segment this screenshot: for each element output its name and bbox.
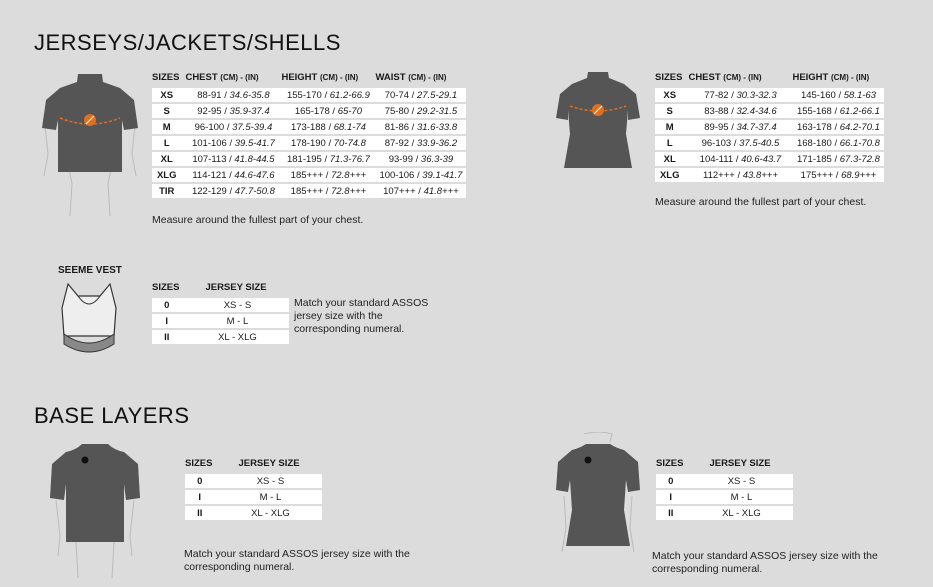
col-jersey-size: JERSEY SIZE — [238, 458, 300, 469]
col-sizes: SIZES — [185, 458, 213, 469]
jersey-size-cell: M - L — [185, 314, 289, 328]
height-cm: 155-168 — [796, 105, 832, 117]
height-in: 70-74.8 — [333, 137, 366, 149]
waist-cm: 100-106 — [379, 169, 415, 181]
col-height: HEIGHT (CM) - (IN) — [792, 72, 870, 83]
size-cell: M — [655, 120, 688, 134]
size-cell: S — [655, 104, 688, 118]
height-cell: 165-178 / 65-70 — [281, 104, 375, 118]
size-cell: M — [152, 120, 185, 134]
waist-in: 33.9-36.2 — [416, 137, 458, 149]
table-row — [152, 330, 289, 344]
jersey-size-cell: XS - S — [689, 474, 793, 488]
table-row — [656, 506, 793, 520]
women-base-layer-figure — [548, 432, 648, 582]
size-cell: I — [656, 490, 689, 504]
women-measure-note: Measure around the fullest part of your chest. — [655, 196, 867, 208]
chest-cm: 112+++ — [703, 169, 735, 181]
height-cell: 173-188 / 68.1-74 — [281, 120, 375, 134]
height-in: 58.1-63 — [843, 89, 876, 101]
table-row — [152, 314, 289, 328]
table-row — [152, 152, 466, 166]
chest-in: 35.9-37.4 — [229, 105, 270, 117]
seeme-vest-figure — [54, 278, 124, 356]
chest-cm: 89-95 — [704, 121, 729, 133]
table-row — [185, 474, 322, 488]
height-cell: 181-195 / 71.3-76.7 — [281, 152, 375, 166]
table-row — [152, 136, 466, 150]
chest-cell: 101-106 / 39.5-41.7 — [185, 136, 281, 150]
logo-icon — [585, 457, 592, 464]
height-cm: 145-160 — [800, 89, 836, 101]
chest-in: 47.7-50.8 — [234, 185, 275, 197]
size-cell: S — [152, 104, 185, 118]
size-cell: II — [152, 330, 185, 344]
size-cell: XS — [152, 88, 185, 102]
jersey-size-cell: XL - XLG — [185, 330, 289, 344]
chest-cm: 83-88 — [704, 105, 729, 117]
col-sizes: SIZES — [152, 72, 180, 83]
size-cell: 0 — [185, 474, 218, 488]
height-cell: 185+++ / 72.8+++ — [281, 168, 375, 182]
table-row — [185, 490, 322, 504]
height-cell: 185+++ / 72.8+++ — [281, 184, 375, 198]
men-measure-note: Measure around the fullest part of your chest. — [152, 214, 364, 226]
chest-cell: 92-95 / 35.9-37.4 — [185, 104, 281, 118]
chest-in: 34.7-37.4 — [736, 121, 777, 133]
size-cell: L — [655, 136, 688, 150]
table-row — [152, 88, 466, 102]
size-cell: 0 — [152, 298, 185, 312]
waist-cell: 81-86 / 31.6-33.8 — [375, 120, 466, 134]
women-jersey-size-table — [655, 70, 884, 184]
waist-cm: 93-99 — [388, 153, 413, 165]
height-cell: 163-178 / 64.2-70.1 — [792, 120, 884, 134]
vest-note: Match your standard ASSOS jersey size with the corresponding numeral. — [294, 297, 429, 335]
chest-cm: 122-129 — [191, 185, 227, 197]
chest-in: 43.8+++ — [742, 169, 778, 181]
size-cell: XLG — [152, 168, 185, 182]
chest-cm: 92-95 — [197, 105, 222, 117]
base-layers-section-title: BASE LAYERS — [34, 403, 190, 428]
size-cell: XL — [655, 152, 688, 166]
chest-in: 30.3-32.3 — [736, 89, 777, 101]
waist-cm: 70-74 — [384, 89, 410, 101]
chest-cell: 89-95 / 34.7-37.4 — [688, 120, 792, 134]
height-cell: 155-168 / 61.2-66.1 — [792, 104, 884, 118]
height-cell: 178-190 / 70-74.8 — [281, 136, 375, 150]
height-cm: 173-188 — [290, 121, 326, 133]
height-cm: 178-190 — [290, 137, 326, 149]
table-row — [152, 184, 466, 198]
size-cell: I — [152, 314, 185, 328]
height-cm: 171-185 — [796, 153, 832, 165]
waist-cell: 75-80 / 29.2-31.5 — [375, 104, 466, 118]
vest-size-table — [152, 280, 289, 346]
height-cm: 185+++ — [290, 169, 324, 181]
height-in: 65-70 — [337, 105, 362, 117]
height-in: 71.3-76.7 — [329, 153, 370, 165]
height-cm: 155-170 — [286, 89, 322, 101]
chest-cm: 77-82 — [704, 89, 729, 101]
jersey-size-cell: M - L — [218, 490, 322, 504]
chest-cell: 107-113 / 41.8-44.5 — [185, 152, 281, 166]
height-cm: 181-195 — [286, 153, 322, 165]
chest-cell: 112+++ / 43.8+++ — [688, 168, 792, 182]
height-in: 61.2-66.9 — [329, 89, 370, 101]
chest-cell: 122-129 / 47.7-50.8 — [185, 184, 281, 198]
chest-cell: 88-91 / 34.6-35.8 — [185, 88, 281, 102]
chest-cm: 114-121 — [192, 169, 227, 181]
col-waist: WAIST (CM) - (IN) — [375, 72, 447, 83]
waist-in: 29.2-31.5 — [416, 105, 458, 117]
waist-cell: 70-74 / 27.5-29.1 — [375, 88, 466, 102]
height-in: 64.2-70.1 — [839, 121, 880, 133]
height-in: 72.8+++ — [331, 185, 367, 197]
chest-cell: 96-100 / 37.5-39.4 — [185, 120, 281, 134]
height-cm: 175+++ — [800, 169, 834, 181]
men-base-layer-figure — [40, 438, 150, 578]
height-in: 67.3-72.8 — [839, 153, 880, 165]
table-row — [656, 474, 793, 488]
height-cm: 168-180 — [796, 137, 832, 149]
table-row — [656, 490, 793, 504]
table-row — [655, 136, 884, 150]
height-cell: 145-160 / 58.1-63 — [792, 88, 884, 102]
chest-in: 41.8-44.5 — [234, 153, 275, 165]
size-cell: XS — [655, 88, 688, 102]
jerseys-section-title: JERSEYS/JACKETS/SHELLS — [34, 30, 341, 55]
waist-cm: 107+++ — [383, 185, 416, 197]
size-cell: TIR — [152, 184, 185, 198]
waist-cm: 81-86 — [384, 121, 410, 133]
chest-in: 37.5-40.5 — [739, 137, 780, 149]
size-cell: L — [152, 136, 185, 150]
jersey-size-cell: XS - S — [218, 474, 322, 488]
height-in: 66.1-70.8 — [839, 137, 880, 149]
table-row — [152, 120, 466, 134]
col-chest: CHEST (CM) - (IN) — [185, 72, 259, 83]
table-row — [655, 104, 884, 118]
height-cell: 175+++ / 68.9+++ — [792, 168, 884, 182]
height-in: 68.1-74 — [333, 121, 366, 133]
chest-in: 34.6-35.8 — [229, 89, 270, 101]
col-jersey-size: JERSEY SIZE — [205, 282, 267, 293]
chest-in: 44.6-47.6 — [234, 169, 275, 181]
table-row — [185, 506, 322, 520]
jersey-size-cell: XL - XLG — [689, 506, 793, 520]
chest-in: 39.5-41.7 — [234, 137, 275, 149]
waist-cell: 93-99 / 36.3-39 — [375, 152, 466, 166]
size-cell: 0 — [656, 474, 689, 488]
height-in: 68.9+++ — [841, 169, 877, 181]
table-row — [152, 168, 466, 182]
col-sizes: SIZES — [656, 458, 684, 469]
chest-cell: 77-82 / 30.3-32.3 — [688, 88, 792, 102]
col-chest: CHEST (CM) - (IN) — [688, 72, 762, 83]
waist-in: 27.5-29.1 — [416, 89, 458, 101]
chest-cell: 96-103 / 37.5-40.5 — [688, 136, 792, 150]
table-row — [655, 120, 884, 134]
men-base-layer-note: Match your standard ASSOS jersey size with the corresponding numeral. — [184, 548, 410, 573]
height-cm: 185+++ — [290, 185, 324, 197]
chest-cm: 104-111 — [699, 153, 734, 165]
chest-cm: 107-113 — [192, 153, 227, 165]
chest-cm: 96-100 — [194, 121, 225, 133]
chest-in: 37.5-39.4 — [232, 121, 273, 133]
size-cell: XL — [152, 152, 185, 166]
col-sizes: SIZES — [655, 72, 683, 83]
height-in: 72.8+++ — [331, 169, 367, 181]
table-row — [655, 88, 884, 102]
waist-cell: 107+++ / 41.8+++ — [375, 184, 466, 198]
height-cell: 171-185 / 67.3-72.8 — [792, 152, 884, 166]
table-row — [152, 298, 289, 312]
vest-title: SEEME VEST — [58, 265, 122, 276]
height-in: 61.2-66.1 — [839, 105, 880, 117]
height-cm: 165-178 — [294, 105, 330, 117]
waist-in: 41.8+++ — [423, 185, 459, 197]
chest-in: 40.6-43.7 — [741, 153, 782, 165]
col-sizes: SIZES — [152, 282, 180, 293]
size-cell: II — [185, 506, 218, 520]
logo-icon — [82, 457, 89, 464]
jersey-size-cell: M - L — [689, 490, 793, 504]
men-jersey-size-table — [152, 70, 466, 200]
chest-in: 32.4-34.6 — [736, 105, 777, 117]
jersey-size-cell: XL - XLG — [218, 506, 322, 520]
waist-in: 39.1-41.7 — [422, 169, 463, 181]
waist-cell: 87-92 / 33.9-36.2 — [375, 136, 466, 150]
waist-cell: 100-106 / 39.1-41.7 — [375, 168, 466, 182]
men-jersey-figure — [30, 64, 150, 224]
chest-cell: 114-121 / 44.6-47.6 — [185, 168, 281, 182]
waist-cm: 87-92 — [384, 137, 410, 149]
waist-cm: 75-80 — [384, 105, 410, 117]
chest-cell: 83-88 / 32.4-34.6 — [688, 104, 792, 118]
women-jersey-figure — [548, 64, 648, 184]
height-cm: 163-178 — [796, 121, 832, 133]
size-cell: II — [656, 506, 689, 520]
women-base-layer-note: Match your standard ASSOS jersey size with the corresponding numeral. — [652, 550, 878, 575]
chest-cm: 88-91 — [197, 89, 222, 101]
waist-in: 36.3-39 — [420, 153, 454, 165]
chest-cell: 104-111 / 40.6-43.7 — [688, 152, 792, 166]
col-jersey-size: JERSEY SIZE — [709, 458, 771, 469]
height-cell: 168-180 / 66.1-70.8 — [792, 136, 884, 150]
table-row — [152, 104, 466, 118]
jersey-size-cell: XS - S — [185, 298, 289, 312]
waist-in: 31.6-33.8 — [416, 121, 458, 133]
height-cell: 155-170 / 61.2-66.9 — [281, 88, 375, 102]
size-cell: I — [185, 490, 218, 504]
size-cell: XLG — [655, 168, 688, 182]
men-base-layer-size-table — [185, 456, 322, 522]
table-row — [655, 168, 884, 182]
col-height: HEIGHT (CM) - (IN) — [281, 72, 359, 83]
chest-cm: 101-106 — [191, 137, 227, 149]
chest-cm: 96-103 — [701, 137, 732, 149]
women-base-layer-size-table — [656, 456, 793, 522]
table-row — [655, 152, 884, 166]
